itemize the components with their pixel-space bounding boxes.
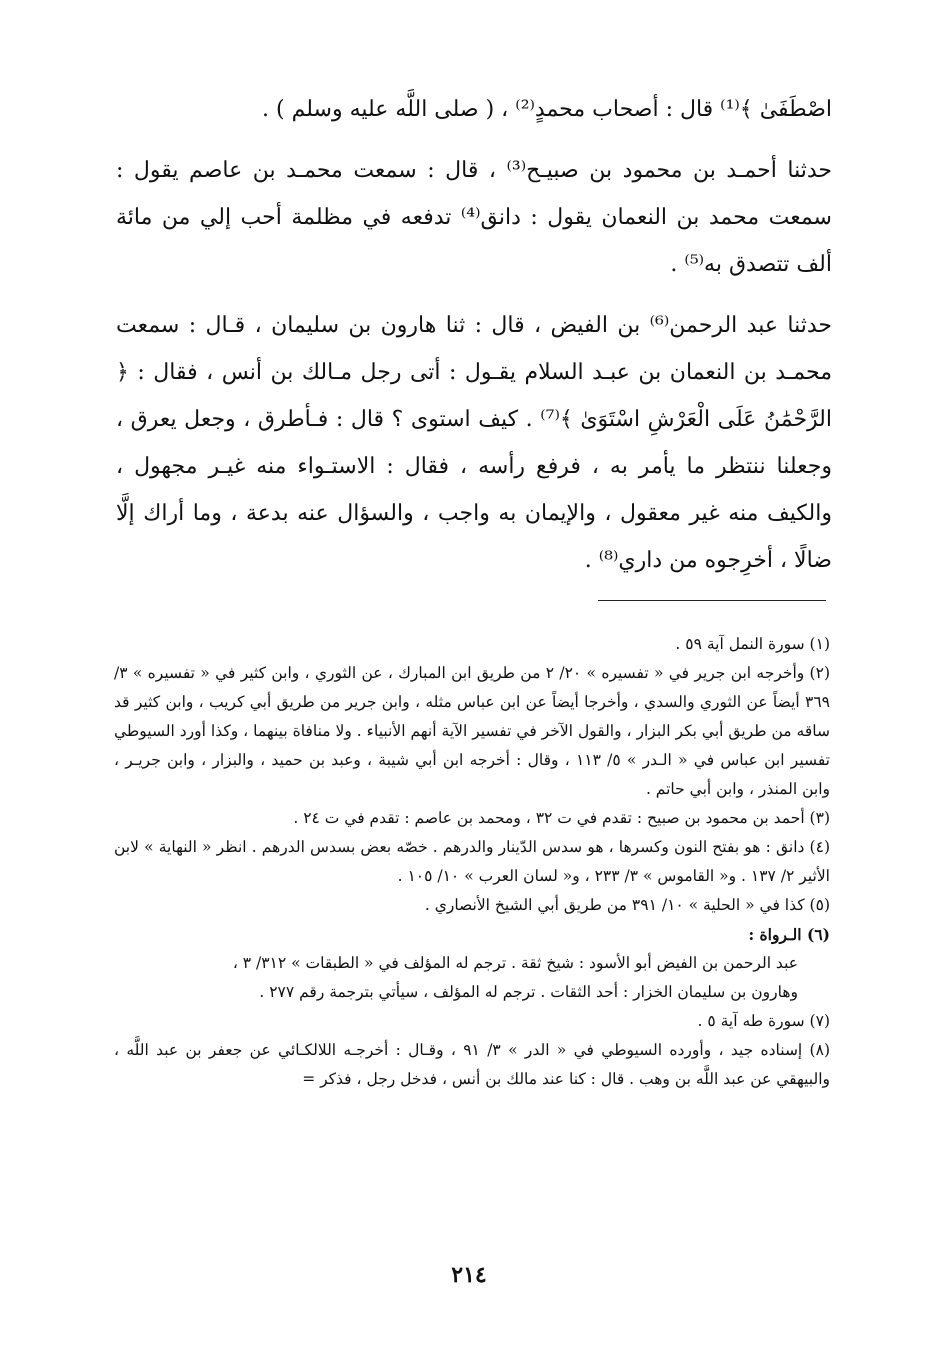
footnote-5: (٥) كذا في « الحلية » ١٠/ ٣٩١ من طريق أبي الشيخ الأنصاري . — [424, 896, 830, 914]
footnote-separator — [598, 600, 826, 601]
main-line-1: اصْطَفَىٰ ﴾⁽¹⁾ قال : أصحاب محمدٍ⁽²⁾ ، ( صلى اللَّه عليه وسلم ) . — [262, 97, 832, 122]
footnote-1: (١) سورة النمل آية ٥٩ . — [675, 635, 830, 653]
footnotes — [114, 630, 830, 1094]
footnote-6-narrator-2: وهارون بن سليمان الخزار : أحد الثقات . ترجم له المؤلف ، سيأتي بترجمة رقم ٢٧٧ . — [259, 983, 798, 1001]
footnote-7: (٧) سورة طه آية ٥ . — [697, 1012, 830, 1030]
footnote-4: (٤) دانق : هو بفتح النون وكسرها ، هو سدس الدّينار والدرهم . خصّه بعض بسدس الدرهم . انظر « النهاية » لابن الأثير ٢/ ١٣٧ . و« القاموس » ٣/ ٢٣٣ ، و« لسان العرب » ١٠/ ١٠٥ . — [114, 838, 830, 885]
footnote-8: (٨) إسناده جيد ، وأورده السيوطي في « الدر » ٣/ ٩١ ، وقـال : أخرجـه اللالكـائي عن جعفر بن عبد اللَّه ، والبيهقي عن عبد اللَّه بن وهب . قال : كنا عند مالك بن أنس ، فدخل رجل ، فذكر = — [114, 1041, 830, 1088]
main-text — [116, 86, 832, 584]
page-number: ٢١٤ — [451, 1262, 487, 1288]
main-paragraph-2: حدثنا أحمـد بن محمود بن صبيـح⁽³⁾ ، قال : سمعت محمـد بن عاصم يقول : سمعت محمد بن النعمان يقول : دانق⁽⁴⁾ تدفعه في مظلمة أحب إلي من مائة ألف تتصدق به⁽⁵⁾ . — [116, 158, 832, 277]
footnote-3: (٣) أحمد بن محمود بن صبيح : تقدم في ت ٣٢ ، ومحمد بن عاصم : تقدم في ت ٢٤ . — [293, 809, 830, 827]
main-paragraph-3: حدثنا عبد الرحمن⁽⁶⁾ بن الفيض ، قال : ثنا هارون بن سليمان ، قـال : سمعت محمـد بن النعمان بن عبـد السلام يقـول : أتى رجل مـالك بن أنس ، فقال : ﴿ الرَّحْمَٰنُ عَلَى الْعَرْشِ اسْتَوَىٰ ﴾⁽⁷⁾ . كيف استوى ؟ قال : فـأطرق ، وجعل يعرق ، وجعلنا ننتظر ما يأمر به ، فرفع رأسه ، فقال : الاستـواء منه غيـر مجهول ، والكيف منه غير معقول ، والإيمان به واجب ، والسؤال عنه بدعة ، وما أراك إلَّا ضالًا ، أخرِجوه من داري⁽⁸⁾ . — [116, 313, 832, 573]
footnote-6-heading: (٦) الـرواة : — [748, 925, 830, 944]
footnote-2: (٢) وأخرجه ابن جرير في « تفسيره » ٢٠/ ٢ من طريق ابن المبارك ، عن الثوري ، وابن كثير في « تفسيره » ٣/ ٣٦٩ أيضاً عن الثوري والسدي ، وأخرجا أيضاً عن ابن عباس مثله ، وابن جرير من طريق أبي كريب ، وابن كثير قد ساقه من طريق أبي بكر البزار ، والقول الآخر في تفسير الآية أنهم الأنبياء . ولا منافاة بينهما ، وكذا أورد السيوطي تفسير ابن عباس في « الـدر » ٥/ ١١٣ ، وقال : أخرجه ابن أبي شيبة ، وعبد بن حميد ، والبزار ، وابن جريـر ، وابن المنذر ، وابن أبي حاتم . — [114, 664, 830, 798]
footnote-6-narrator-1: عبد الرحمن بن الفيض أبو الأسود : شيخ ثقة . ترجم له المؤلف في « الطبقات » ٣١٢/ ٣ ، — [232, 954, 798, 972]
